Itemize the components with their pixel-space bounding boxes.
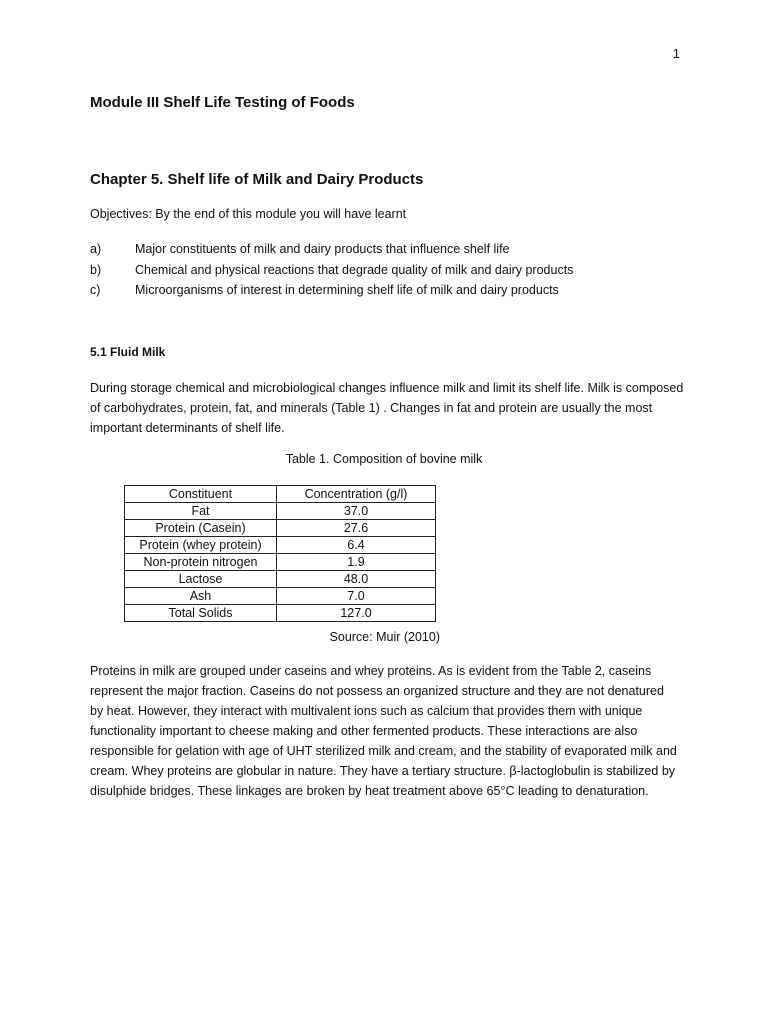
objective-item <box>90 260 573 281</box>
table-cell: 27.6 <box>277 520 436 537</box>
table-cell: 1.9 <box>277 554 436 571</box>
table-header-cell: Concentration (g/l) <box>277 486 436 503</box>
table-row <box>125 605 436 622</box>
objective-text: Chemical and physical reactions that degrade quality of milk and dairy products <box>135 262 574 277</box>
chapter-title: Chapter 5. Shelf life of Milk and Dairy Products <box>90 171 424 188</box>
objectives-list <box>90 239 573 301</box>
table-row <box>125 537 436 554</box>
objective-item <box>90 239 573 260</box>
table-cell: Fat <box>125 503 277 520</box>
table-cell: Non-protein nitrogen <box>125 554 277 571</box>
table-cell: Ash <box>125 588 277 605</box>
table-header-cell: Constituent <box>125 486 277 503</box>
table-cell: Protein (whey protein) <box>125 537 277 554</box>
table-cell: 48.0 <box>277 571 436 588</box>
table-caption: Table 1. Composition of bovine milk <box>285 452 483 466</box>
module-title: Module III Shelf Life Testing of Foods <box>90 94 355 111</box>
table-cell: 6.4 <box>277 537 436 554</box>
table-row <box>125 571 436 588</box>
page-number: 1 <box>672 46 680 61</box>
paragraph-fluid-milk-intro: During storage chemical and microbiological changes influence milk and limit its shelf life. Milk is composed of carbohydrates, protein, fat, and minerals (Table 1) . Changes in fat and protein are usually the most important determinants of shelf life. <box>90 381 684 435</box>
table-cell: 7.0 <box>277 588 436 605</box>
table-cell: Total Solids <box>125 605 277 622</box>
objective-text: Microorganisms of interest in determining shelf life of milk and dairy products <box>135 283 559 297</box>
table-cell: Lactose <box>125 571 277 588</box>
paragraph-proteins: Proteins in milk are grouped under caseins and whey proteins. As is evident from the Table 2, caseins represent the major fraction. Caseins do not possess an organized structure and they are not denatured by heat. However, they interact with multivalent ions such as calcium that provides them with unique functionality important to cheese making and other fermented products. These interactions are also responsible for gelation with age of UHT sterilized milk and cream, and the stability of evaporated milk and cream. Whey proteins are globular in nature. They have a tertiary structure. β-lactoglobulin is stabilized by disulphide bridges. These linkages are broken by heat treatment above 65°C leading to denaturation. <box>90 664 677 798</box>
table-header-row <box>125 486 436 503</box>
table-row <box>125 554 436 571</box>
table-source: Source: Muir (2010) <box>329 630 440 644</box>
objective-marker: b) <box>90 262 102 277</box>
section-heading: 5.1 Fluid Milk <box>90 345 166 359</box>
table-cell: 37.0 <box>277 503 436 520</box>
table-row <box>125 520 436 537</box>
table-row <box>125 503 436 520</box>
table-cell: 127.0 <box>277 605 436 622</box>
objective-marker: c) <box>90 283 101 297</box>
objective-item <box>90 280 573 301</box>
composition-table <box>124 485 436 622</box>
objectives-intro: Objectives: By the end of this module you will have learnt <box>90 207 407 221</box>
table-cell: Protein (Casein) <box>125 520 277 537</box>
objective-marker: a) <box>90 242 102 256</box>
table-row <box>125 588 436 605</box>
objective-text: Major constituents of milk and dairy products that influence shelf life <box>135 242 510 256</box>
